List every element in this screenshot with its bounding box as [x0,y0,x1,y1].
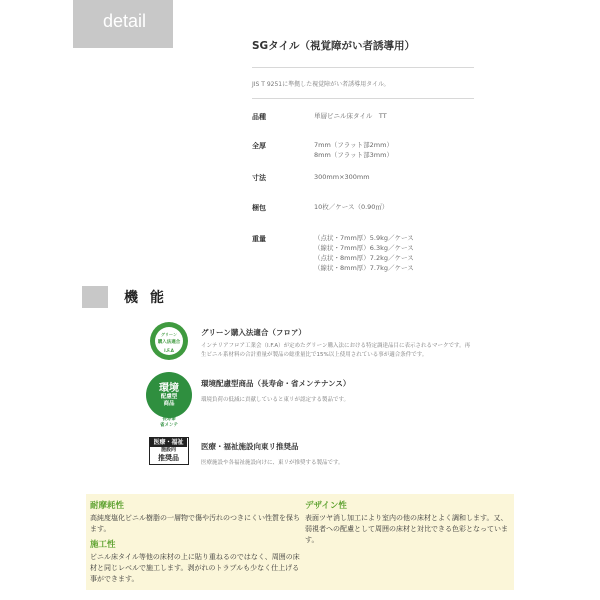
feature-title-green: グリーン購入法適合（フロア） [201,328,306,337]
feature-desc-green: インテリアフロア工業会（I.F.A）が定めたグリーン購入法における特定調達品目に表示されるマークです。再生ビニル系材料の合計重量が製品の総重量比で15%以上使用されている事が適合条件です。 [201,343,471,358]
green-badge-middle: 購入法適合 [157,340,181,345]
feature-title-medical: 医療・福祉施設向東リ推奨品 [201,442,299,451]
med-badge-top: 医療・福祉 [150,438,187,447]
spec-value-thickness: 7mm（フラット部2mm） 8mm（フラット部3mm） [314,141,393,159]
durability-heading: 耐摩耗性 [90,501,125,511]
feature-desc-medical: 医療施設や各福祉施設向けに、東リが推奨する製品です。 [201,460,344,466]
divider [252,67,474,68]
green-badge-top: グリーン [161,332,177,337]
spec-label-type: 品種 [252,113,266,121]
spec-label-size: 寸法 [252,174,266,182]
spec-value-type: 単層ビニル床タイル TT [314,112,387,120]
spec-value-packing: 10枚／ケース（0.90㎡） [314,203,389,211]
spec-label-weight: 重量 [252,235,266,243]
spec-label-packing: 梱包 [252,204,266,212]
detail-tab-label: detail [103,11,147,31]
eco-badge-tagline: 長寿命 省メンテ [160,417,178,428]
eco-product-badge-icon [146,372,192,418]
spec-label-thickness: 全厚 [252,142,266,150]
medical-welfare-badge-icon [149,437,189,465]
med-badge-middle: 施設向 [160,447,176,453]
feature-title-eco: 環境配慮型商品（長寿命・省メンテナンス） [201,379,351,388]
green-purchase-badge-icon [150,322,188,360]
spec-value-weight: （点状・7mm厚）5.9kg／ケース （線状・7mm厚）6.3kg／ケース （点状・8mm厚）7.2kg／ケース （線状・8mm厚）7.7kg／ケース [314,234,414,272]
design-text: 表面ツヤ消し加工により室内の他の床材とよく調和します。又、弱視者への配慮として周囲の床材と対比できる色彩となっています。 [305,514,508,544]
eco-badge-sub: 配慮型 商品 [160,394,178,407]
detail-tab [73,0,173,48]
durability-text: 高純度塩化ビニル樹脂の一層物で傷や汚れのつきにくい性質を保ちます。 [90,514,300,533]
construction-text: ビニル床タイル等他の床材の上に貼り重ねるのではなく、周囲の床材と同じレベルで施工します。剥がれのトラブルも少なく仕上げる事ができます。 [90,553,300,583]
eco-badge-main: 環境 [159,383,179,394]
spec-value-size: 300mm×300mm [314,173,370,181]
section-title: 機能 [124,290,176,306]
features-panel [86,494,514,590]
green-badge-bottom: I.F.A [164,348,174,353]
section-marker [82,286,108,308]
product-title: SGタイル（視覚障がい者誘導用） [252,40,415,52]
construction-heading: 施工性 [90,540,116,550]
feature-desc-eco: 環境負荷の低減に貢献していると東リが認定する製品です。 [201,397,350,403]
divider [252,98,474,99]
med-badge-bottom: 推奨品 [158,454,179,462]
spec-lead: JIS T 9251に準拠した視覚障がい者誘導用タイル。 [252,81,390,88]
design-heading: デザイン性 [305,501,347,511]
